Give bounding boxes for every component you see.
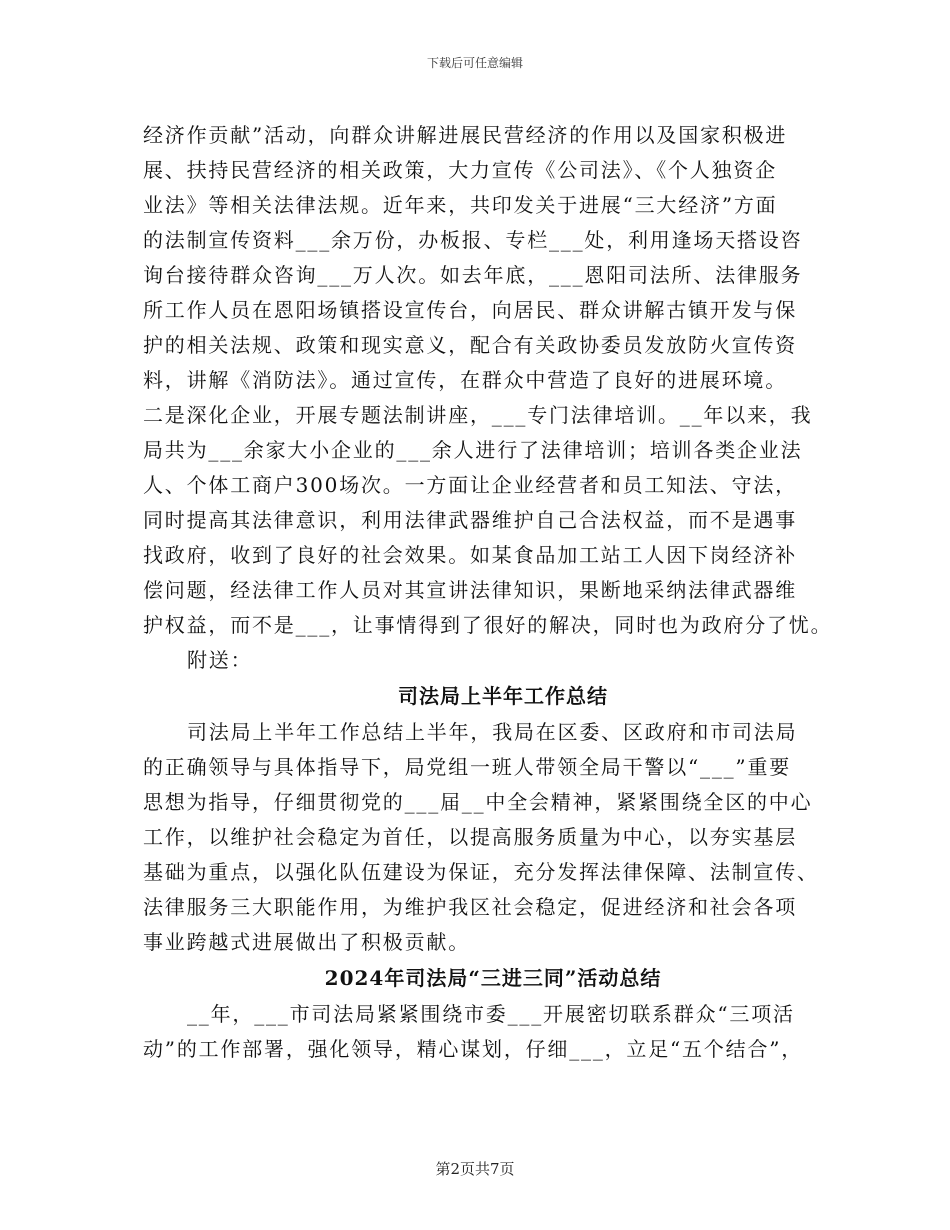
document-body: [143, 118, 833, 1067]
paragraph-line: 司法局上半年工作总结上半年，我局在区委、区政府和市司法局: [187, 720, 798, 744]
appendix-label: 附送：: [187, 648, 253, 672]
paragraph-line: 思想为指导，仔细贯彻党的___届__中全会精神，紧紧围绕全区的中心: [143, 790, 813, 814]
paragraph-line: 同时提高其法律意识，利用法律武器维护自己合法权益，而不是遇事: [143, 508, 797, 532]
paragraph-line: 动”的工作部署，强化领导，精心谋划，仔细___，立足“五个结合”，: [143, 1037, 804, 1061]
paragraph-line: 人、个体工商户300场次。一方面让企业经营者和员工知法、守法，: [143, 473, 797, 497]
paragraph-line: 法律服务三大职能作用，为维护我区社会稳定，促进经济和社会各项: [143, 895, 797, 919]
paragraph-line: 询台接待群众咨询___万人次。如去年底，___恩阳司法所、法律服务: [143, 263, 803, 287]
page-header: 下载后可任意编辑: [426, 56, 523, 70]
paragraph-line: 基础为重点，以强化队伍建设为保证，充分发挥法律保障、法制宣传、: [143, 860, 819, 884]
paragraph-line: 偿问题，经法律工作人员对其宣讲法律知识，果断地采纳法律武器维: [143, 578, 797, 602]
paragraph-line: 的法制宣传资料___余万份，办板报、专栏___处，利用逢场天搭设咨: [143, 228, 803, 252]
paragraph-line: 所工作人员在恩阳场镇搭设宣传台，向居民、群众讲解古镇开发与保: [143, 298, 797, 322]
page-number: 第2页共7页: [435, 1160, 515, 1178]
paragraph-line: 业法》等相关法律法规。近年来，共印发关于进展“三大经济”方面: [143, 193, 778, 217]
paragraph-line: 局共为___余家大小企业的___余人进行了法律培训；培训各类企业法: [143, 438, 803, 462]
paragraph-line: 找政府，收到了良好的社会效果。如某食品加工站工人因下岗经济补: [143, 543, 797, 567]
paragraph-line: 事业跨越式进展做出了积极贡献。: [143, 930, 470, 954]
paragraph-line: __年，___市司法局紧紧围绕市委___开展密切联系群众“三项活: [187, 1002, 795, 1026]
section-title-activity-summary: 2024年司法局“三进三同”活动总结: [324, 966, 662, 990]
paragraph-line: 料，讲解《消防法》。通过宣传，在群众中营造了良好的进展环境。: [143, 368, 787, 392]
paragraph-line: 工作，以维护社会稳定为首任，以提高服务质量为中心，以夯实基层: [143, 825, 797, 849]
paragraph-line: 经济作贡献”活动，向群众讲解进展民营经济的作用以及国家积极进: [143, 123, 788, 147]
paragraph-line: 护的相关法规、政策和现实意义，配合有关政协委员发放防火宣传资: [143, 333, 797, 357]
section-title-half-year-summary: 司法局上半年工作总结: [398, 684, 608, 708]
paragraph-line: 展、扶持民营经济的相关政策，大力宣传《公司法》、《个人独资企: [143, 158, 777, 182]
paragraph-line: 护权益，而不是___，让事情得到了很好的解决，同时也为政府分了忧。: [143, 613, 833, 637]
paragraph-line: 二是深化企业，开展专题法制讲座，___专门法律培训。__年以来，我: [143, 403, 813, 427]
paragraph-line: 的正确领导与具体指导下，局党组一班人带领全局干警以“___”重要: [143, 755, 792, 779]
